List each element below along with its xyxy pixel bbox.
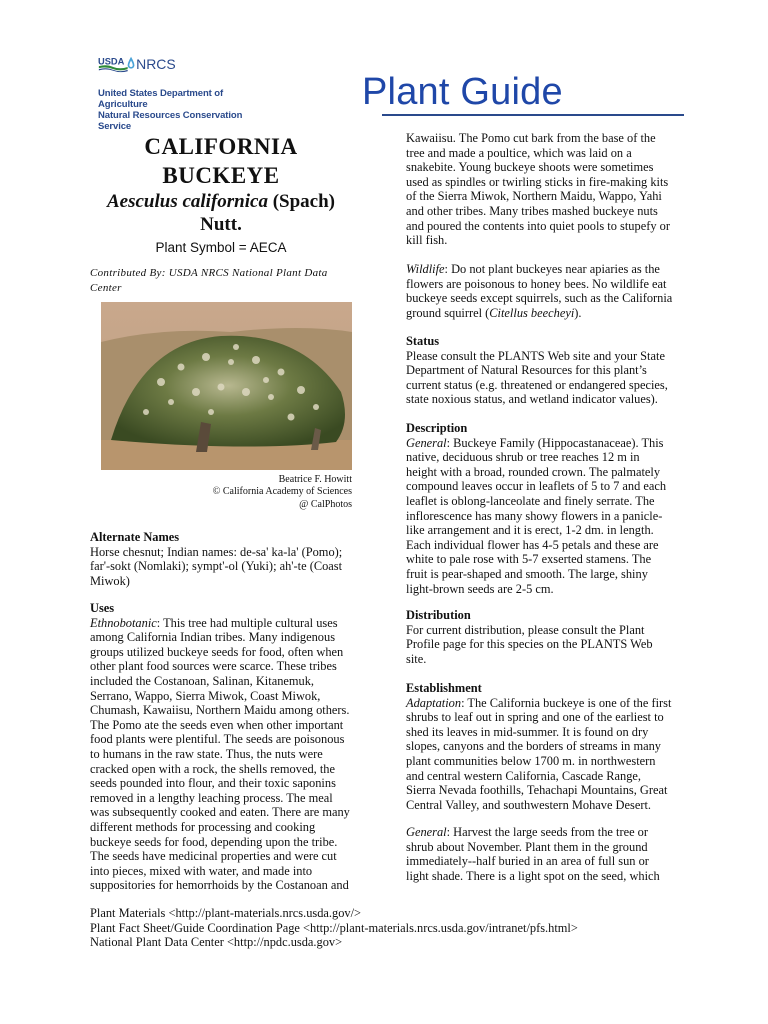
alternate-names-line: Horse chesnut; Indian names: de-sa' ka-la' (Pomo); (90, 544, 343, 559)
scientific-name-binomial: Aesculus californica (106, 191, 268, 212)
nrcs-wordmark: NRCS (136, 56, 176, 73)
agency-line-2: Natural Resources Conservation Service (98, 110, 243, 132)
plant-symbol: Plant Symbol = AECA (155, 240, 287, 255)
contributor-line-1: Contributed By: USDA NRCS National Plant Data (90, 267, 328, 279)
plant-guide-title: Plant Guide (362, 71, 563, 113)
common-name-line-1: CALIFORNIA (144, 134, 298, 159)
uses-line: buckeye seeds for food, depending upon the tribe. (90, 834, 338, 849)
uses-line: suppositories for hemorrhoids by the Costanoan and (90, 878, 349, 893)
uses-line: Serrano, Wappo, Sierra Miwok, Coast Miwok, (90, 688, 321, 703)
uses-line: cracked open with a rock, the shells removed, the (90, 761, 335, 776)
uses-line: and poured the contents into quiet pools to stupefy or (406, 218, 670, 233)
uses-line: different methods for processing and cooking (90, 819, 316, 834)
section-heading: Distribution (406, 608, 471, 622)
establishment-section: Establishment Adaptation: The California buckeye is one of the first shrubs to leaf out in spring and one of the earliest to shed its leaves in mid-summer. It is found on dry slopes, canyons and the borders of streams in many plant communities below 1700 m. in northwestern and central western California, Cascade Range, Sierra Nevada foothills, Tehachapi Mountains, Great Central Valley, and southwestern Mohave Desert. (406, 681, 696, 812)
establishment-general: General: Harvest the large seeds from the tree or shrub about November. Plant them in the ground immediately--half buried in an area of full sun or light shade. There is a light spot on the seed, which (406, 825, 660, 883)
scientific-name (90, 190, 352, 236)
section-heading: Status (406, 334, 440, 348)
photo-credit (150, 474, 352, 511)
description-section: Description General: Buckeye Family (Hippocastanaceae). This native, deciduous shrub or tree reaches 12 m in height with a broad, rounded crown. The palmately compound leaves occur in leaflets of 5 to 7 and each leaflet is oblong-lanceolate and finely serrate. The inflorescence has many showy flowers in a panicle- like arrangement and it is erect, 1-2 dm. in length. Each individual flower has 4-5 petals and these are white to pale rose with 5-7 exserted stamens. The fruit is pear-shaped and smooth. The large, shiny light-brown seeds are 2-5 cm. (406, 421, 696, 596)
header-rule (382, 114, 684, 116)
uses-line: The seeds have medicinal properties and were cut (90, 849, 337, 864)
footer-link[interactable]: Plant Materials <http://plant-materials.nrcs.usda.gov/> (90, 906, 362, 920)
uses-line: used as spindles or twirling sticks in fire-making kits (406, 174, 669, 189)
photo-credit-line-1: Beatrice F. Howitt (278, 474, 352, 485)
contributor (90, 266, 355, 296)
usda-nrcs-logo-mark (98, 44, 176, 84)
section-heading: Alternate Names (90, 530, 180, 544)
uses-line: was subsequently cooked and eaten. There are many (90, 805, 350, 820)
uses-line: tree and made a poultice, which was laid on a (406, 145, 632, 160)
agency-name (98, 88, 273, 132)
photo-credit-line-3: @ CalPhotos (299, 498, 352, 510)
scientific-name-author: (Spach) (267, 191, 336, 212)
photo-credit-line-2: © California Academy of Sciences (212, 486, 352, 498)
alternate-names-section (90, 530, 360, 588)
contributor-line-2: Center (90, 282, 122, 294)
subsection-label: Wildlife (406, 262, 445, 276)
uses-line: included the Costanoan, Salinan, Kitanemuk, (90, 673, 315, 688)
uses-line: Kawaiisu. The Pomo cut bark from the base of the (406, 131, 656, 145)
uses-line: kill fish. (406, 233, 448, 248)
uses-line: snakebite. Young buckeye shoots were sometimes (406, 160, 654, 175)
uses-line: The Pomo ate the seeds even when other important (90, 717, 344, 732)
subsection-label: Adaptation (406, 695, 462, 710)
uses-line: among California Indian tribes. Many indigenous (90, 630, 336, 645)
alternate-names-line: Miwok) (90, 573, 130, 588)
distribution-section: Distribution For current distribution, please consult the Plant Profile page for this species on the PLANTS Web site. (406, 608, 696, 666)
subsection-label: Ethnobotanic (90, 615, 157, 630)
footer-links (90, 906, 730, 950)
subsection-label: General (406, 825, 447, 839)
footer-link[interactable]: National Plant Data Center <http://npdc.usda.gov> (90, 935, 343, 950)
usda-wordmark: USDA (98, 56, 125, 67)
section-heading: Establishment (406, 681, 482, 695)
common-name-line-2: BUCKEYE (162, 163, 280, 188)
plant-title-block (90, 132, 352, 255)
uses-line: groups utilized buckeye seeds for food, often when (90, 644, 344, 659)
status-section: Status Please consult the PLANTS Web site and your State Department of Natural Resources for this plant’s current status (e.g. threatened or endangered species, state noxious status, and wetland indicator values). (406, 334, 696, 407)
agency-line-1: United States Department of Agriculture (98, 88, 224, 110)
uses-continued (406, 131, 696, 248)
usda-nrcs-logo (98, 44, 268, 132)
uses-line: Chumash, Kawaiisu, Northern Maidu among others. (90, 703, 350, 718)
uses-line: removed in a lengthy leaching process. The meal (90, 790, 333, 805)
uses-line: food plants were plentiful. The seeds are poisonous (90, 732, 345, 747)
section-heading: Uses (90, 601, 115, 615)
alternate-names-line: far'-sokt (Nomlaki); sympt'-ol (Yuki); ah'-te (Coast (90, 559, 343, 574)
uses-section (90, 601, 365, 893)
tree-photo (101, 302, 352, 470)
subsection-label: General (406, 435, 447, 450)
common-name (90, 132, 352, 190)
scientific-name-author-2: Nutt. (200, 214, 242, 235)
uses-line: Ethnobotanic: This tree had multiple cultural uses (90, 615, 338, 630)
uses-line: of the Sierra Miwok, Northern Maidu, Wappo, Yahi (406, 189, 662, 204)
uses-line: into pieces, mixed with water, and made into (90, 863, 313, 878)
uses-line: other plant food sources were scarce. These tribes (90, 659, 337, 674)
section-heading: Description (406, 421, 468, 435)
wildlife-paragraph: Wildlife: Do not plant buckeyes near apiaries as the flowers are poisonous to honey bees. No wildlife eat buckeye seeds except squirrels, such as the California ground squirrel (Citellus beecheyi). (406, 262, 673, 320)
uses-line: and other tribes. Many tribes mashed buckeye nuts (406, 203, 658, 218)
uses-line: seeds pounded into flour, and their toxic saponins (90, 776, 336, 791)
footer-link[interactable]: Plant Fact Sheet/Guide Coordination Page <http://plant-materials.nrcs.usda.gov/intranet/pfs.html> (90, 920, 578, 935)
uses-line: to humans in the raw state. Thus, the nuts were (90, 746, 323, 761)
